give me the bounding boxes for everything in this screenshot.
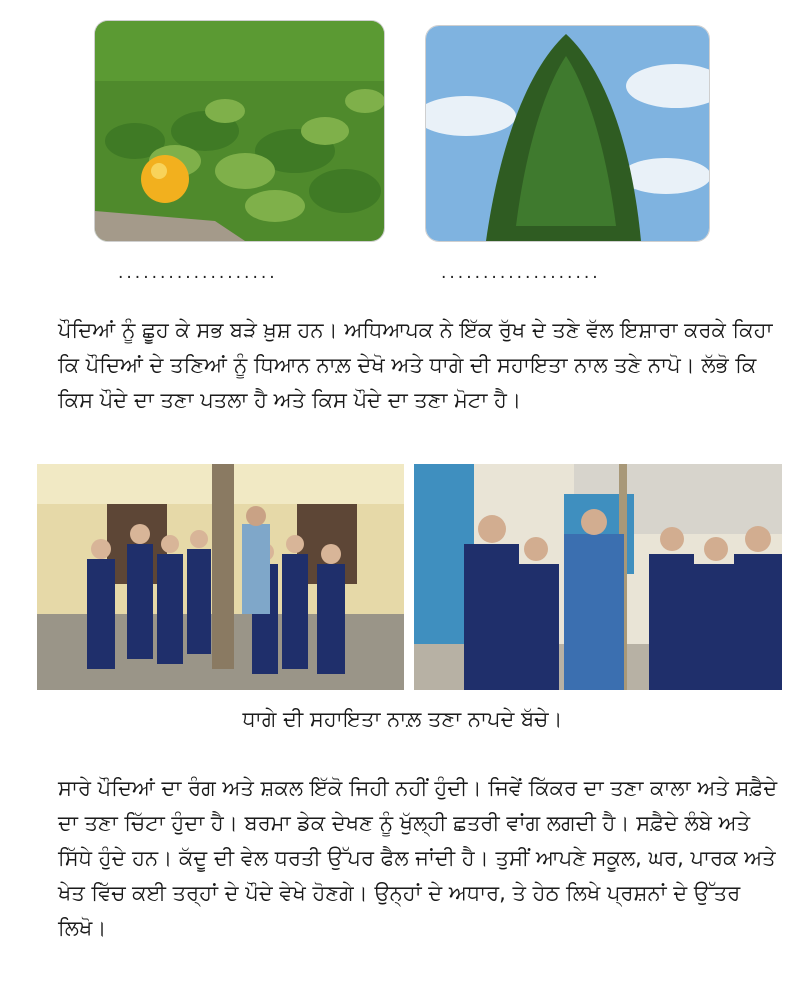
paragraph-plant-shapes: ਸਾਰੇ ਪੌਦਿਆਂ ਦਾ ਰੰਗ ਅਤੇ ਸ਼ਕਲ ਇੱਕੋ ਜਿਹੀ ਨਹੀਂ ਹੁੰਦੀ। ਜਿਵੇਂ ਕਿੱਕਰ ਦਾ ਤਣਾ ਕਾਲਾ ਅਤੇ ਸਫ਼ੈਦੇ ਦਾ ਤਣਾ ਚਿੱਟਾ ਹੁੰਦਾ ਹੈ। ਬਰਮਾ ਡੇਕ ਦੇਖਣ ਨੂੰ ਖੁੱਲ੍ਹੀ ਛਤਰੀ ਵਾਂਗ ਲਗਦੀ ਹੈ। ਸਫ਼ੈਦੇ ਲੰਬੇ ਅਤੇ ਸਿੱਧੇ ਹੁੰਦੇ ਹਨ। ਕੱਦੂ ਦੀ ਵੇਲ ਧਰਤੀ ਉੱਪਰ ਫੈਲ ਜਾਂਦੀ ਹੈ। ਤੁਸੀਂ ਆਪਣੇ ਸਕੂਲ, ਘਰ, ਪਾਰਕ ਅਤੇ ਖੇਤ ਵਿੱਚ ਕਈ ਤਰ੍ਹਾਂ ਦੇ ਪੌਦੇ ਵੇਖੇ ਹੋਣਗੇ। ਉਨ੍ਹਾਂ ਦੇ ਅਧਾਰ, ਤੇ ਹੇਠ ਲਿਖੇ ਪ੍ਰਸ਼ਨਾਂ ਦੇ ਉੱਤਰ ਲਿਖੋ। [58, 776, 778, 940]
paragraph-measuring-trunks: ਪੌਦਿਆਂ ਨੂੰ ਛੂਹ ਕੇ ਸਭ ਬੜੇ ਖ਼ੁਸ਼ ਹਨ। ਅਧਿਆਪਕ ਨੇ ਇੱਕ ਰੁੱਖ ਦੇ ਤਣੇ ਵੱਲ ਇਸ਼ਾਰਾ ਕਰਕੇ ਕਿਹਾ ਕਿ ਪੌਦਿਆਂ ਦੇ ਤਣਿਆਂ ਨੂੰ ਧਿਆਨ ਨਾਲ਼ ਦੇਖੋ ਅਤੇ ਧਾਗੇ ਦੀ ਸਹਾਇਤਾ ਨਾਲ ਤਣੇ ਨਾਪੋ। ਲੱਭੋ ਕਿ ਕਿਸ ਪੌਦੇ ਦਾ ਤਣਾ ਪਤਲਾ ਹੈ ਅਤੇ ਕਿਸ ਪੌਦੇ ਦਾ ਤਣਾ ਮੋਟਾ ਹੈ। [58, 318, 773, 412]
children-measuring-trunk-photo-2 [414, 464, 782, 690]
pumpkin-vine-photo [94, 20, 385, 242]
children-measuring-trunk-photo-1 [37, 464, 404, 690]
tall-tree-photo [425, 25, 710, 242]
photo-caption: ਧਾਗੇ ਦੀ ਸਹਾਇਤਾ ਨਾਲ਼ ਤਣਾ ਨਾਪਦੇ ਬੱਚੇ। [242, 707, 563, 731]
answer-blank-tree: ................... [441, 263, 601, 283]
answer-blank-pumpkin: ................... [118, 263, 278, 283]
